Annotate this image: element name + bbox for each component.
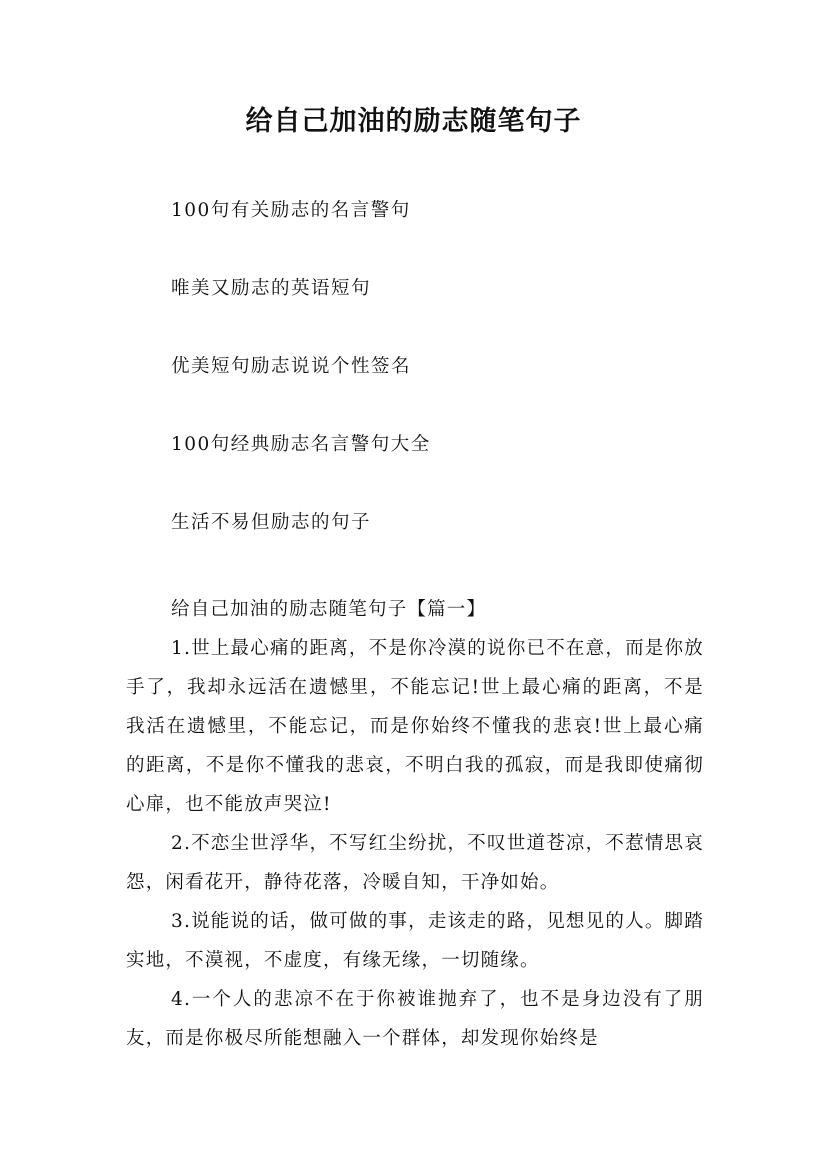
document-body [126, 590, 704, 1058]
related-link[interactable]: 100句有关励志的名言警句 [171, 200, 411, 221]
document-title: 给自己加油的励志随笔句子 [245, 106, 582, 137]
paragraph: 4.一个人的悲凉不在于你被谁抛弃了，也不是身边没有了朋友，而是你极尽所能想融入一个群体，却发现你始终是 [126, 989, 704, 1049]
related-link[interactable]: 优美短句励志说说个性签名 [171, 356, 412, 377]
related-link[interactable]: 100句经典励志名言警句大全 [171, 434, 431, 455]
paragraph: 3.说能说的话，做可做的事，走该走的路，见想见的人。脚踏实地，不漠视，不虚度，有缘无缘，一切随缘。 [126, 911, 704, 971]
related-link[interactable]: 唯美又励志的英语短句 [171, 278, 372, 299]
paragraph: 1.世上最心痛的距离，不是你冷漠的说你已不在意，而是你放手了，我却永远活在遗憾里，不能忘记!世上最心痛的距离，不是我活在遗憾里，不能忘记，而是你始终不懂我的悲哀!世上最心痛的距离，不是你不懂我的悲哀，不明白我的孤寂，而是我即使痛彻心扉，也不能放声哭泣! [126, 638, 704, 815]
section-heading: 给自己加油的励志随笔句子【篇一】 [171, 599, 487, 620]
paragraph: 2.不恋尘世浮华，不写红尘纷扰，不叹世道苍凉，不惹情思哀怨，闲看花开，静待花落，冷暖自知，干净如始。 [126, 833, 704, 893]
related-link[interactable]: 生活不易但励志的句子 [171, 512, 372, 533]
